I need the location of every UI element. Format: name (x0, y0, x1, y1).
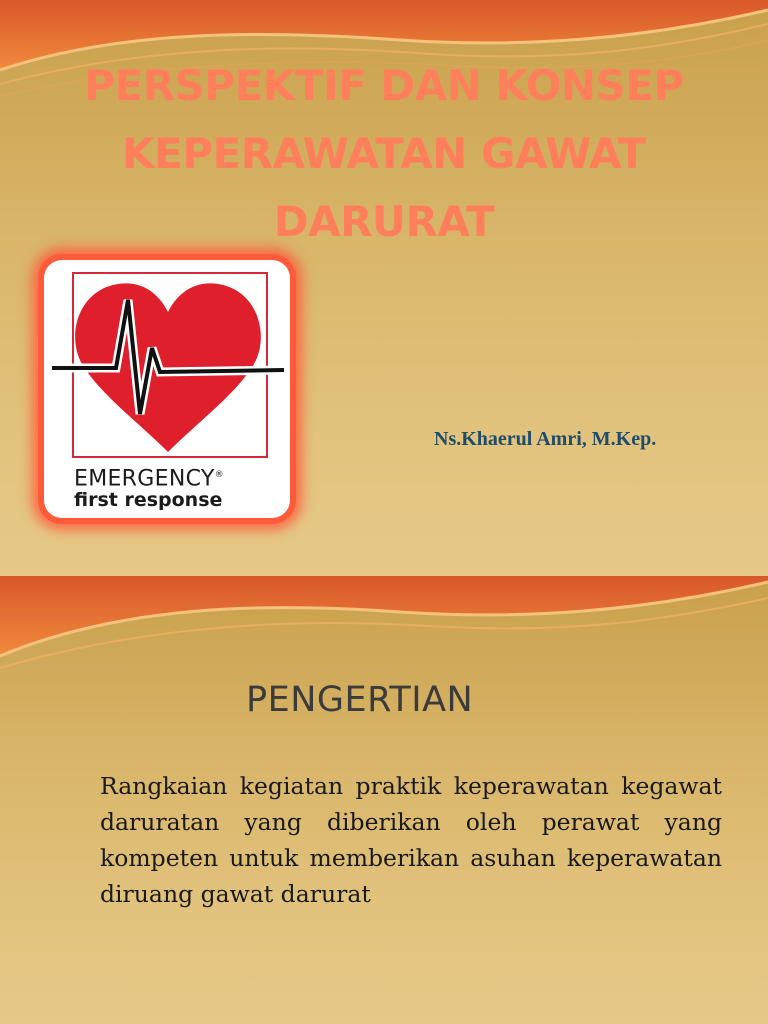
slide-heading: PENGERTIAN (246, 680, 474, 720)
logo-emergency-text: EMERGENCY® (74, 466, 224, 492)
definition-text: Rangkaian kegiatan praktik keperawatan kegawat daruratan yang diberikan oleh perawat yang kompeten untuk memberikan asuhan keperawatan diruang gawat darurat (100, 772, 722, 908)
slide-title: PERSPEKTIF DAN KONSEP KEPERAWATAN GAWAT DARURAT (84, 61, 684, 246)
author-name: Ns.Khaerul Amri, M.Kep. (434, 428, 657, 450)
content-slide (0, 576, 768, 1024)
header-wave (0, 576, 768, 676)
logo-first-response-text: first response (74, 489, 223, 511)
